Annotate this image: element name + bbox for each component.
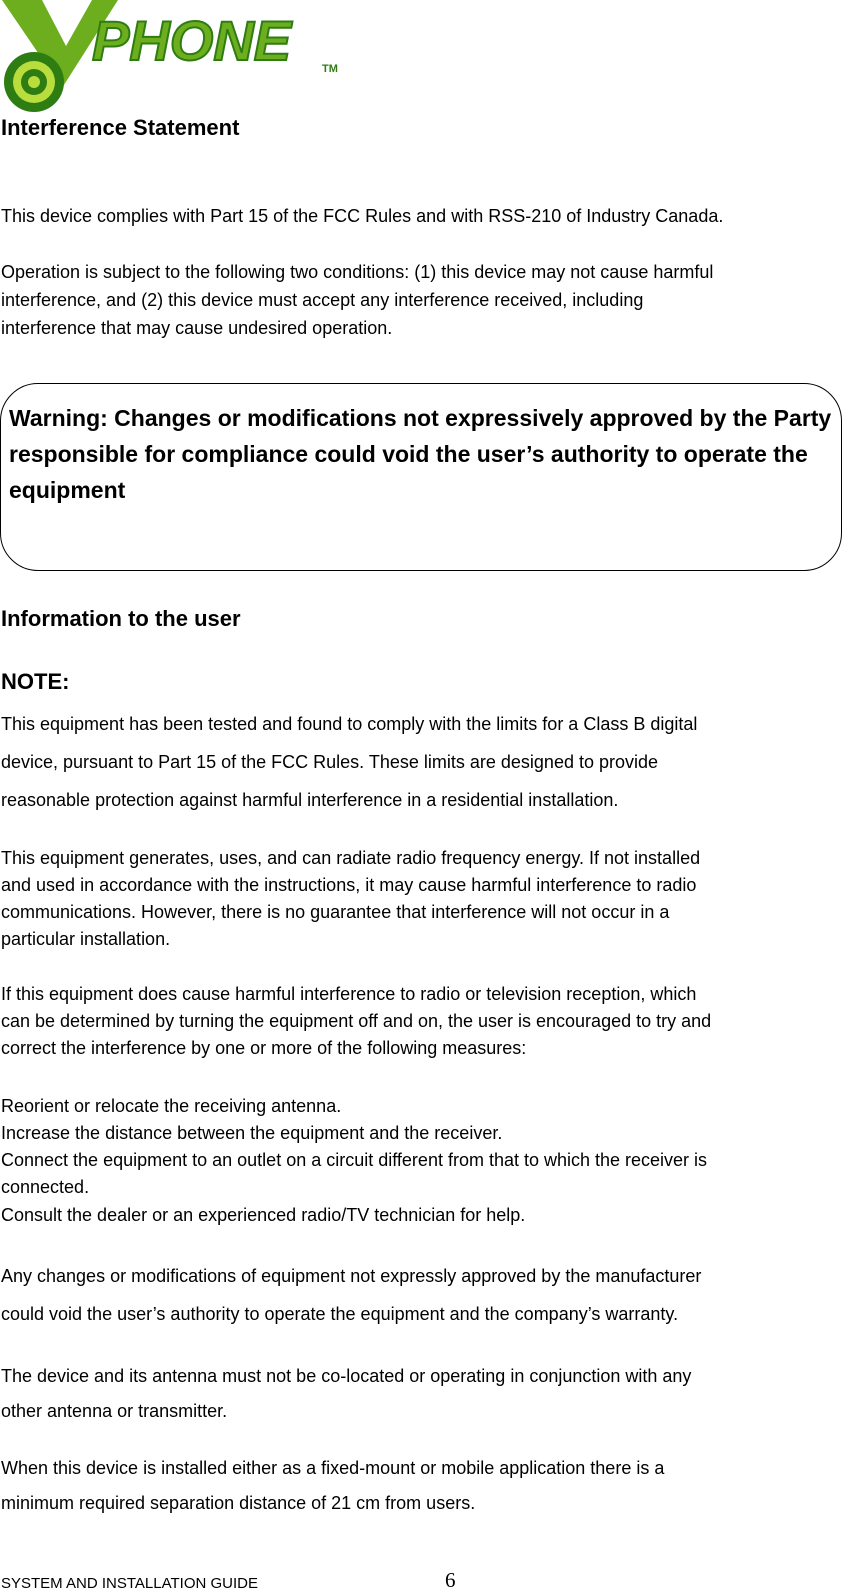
logo-wordmark: PHONE [92, 9, 292, 72]
measure-connect-outlet-cont: connected. [1, 1177, 90, 1197]
paragraph-operation-line-1: Operation is subject to the following two conditions: (1) this device may not cause harmful [1, 262, 714, 282]
footer-guide-title: SYSTEM AND INSTALLATION GUIDE [1, 1575, 258, 1592]
measure-consult-dealer: Consult the dealer or an experienced radio/TV technician for help. [1, 1205, 526, 1225]
changes-line-1: Any changes or modifications of equipment not expressly approved by the manufacturer [1, 1266, 702, 1286]
paragraph-operation-line-2: interference, and (2) this device must accept any interference received, including [1, 290, 644, 310]
note-line-1: This equipment has been tested and found to comply with the limits for a Class B digital [1, 714, 698, 734]
fixed-mount-line-1: When this device is installed either as a fixed-mount or mobile application there is a [1, 1458, 665, 1478]
ifcause-line-3: correct the interference by one or more of the following measures: [1, 1038, 527, 1058]
warning-text: Warning: Changes or modifications not expressively approved by the Party responsible for compliance could void the user’s authority to operate the equipment [9, 405, 832, 503]
measure-connect-outlet: Connect the equipment to an outlet on a circuit different from that to which the receiver is [1, 1150, 708, 1170]
paragraph-complies: This device complies with Part 15 of the FCC Rules and with RSS-210 of Industry Canada. [1, 206, 724, 226]
generates-line-1: This equipment generates, uses, and can radiate radio frequency energy. If not installed [1, 848, 701, 868]
page-number: 6 [445, 1568, 456, 1592]
antenna-line-1: The device and its antenna must not be co-located or operating in conjunction with any [1, 1366, 692, 1386]
logo-trademark: TM [322, 63, 338, 75]
changes-line-2: could void the user’s authority to operate the equipment and the company’s warranty. [1, 1304, 679, 1324]
heading-interference-statement: Interference Statement [1, 115, 240, 140]
note-line-3: reasonable protection against harmful interference in a residential installation. [1, 790, 619, 810]
measure-reorient: Reorient or relocate the receiving antenna. [1, 1096, 342, 1116]
generates-line-2: and used in accordance with the instructions, it may cause harmful interference to radio [1, 875, 697, 895]
generates-line-4: particular installation. [1, 929, 171, 949]
vphone-logo [0, 0, 362, 118]
generates-line-3: communications. However, there is no guarantee that interference will not occur in a [1, 902, 670, 922]
note-label: NOTE: [1, 669, 70, 694]
note-line-2: device, pursuant to Part 15 of the FCC Rules. These limits are designed to provide [1, 752, 659, 772]
ifcause-line-2: can be determined by turning the equipment off and on, the user is encouraged to try and [1, 1011, 712, 1031]
measure-increase-distance: Increase the distance between the equipment and the receiver. [1, 1123, 503, 1143]
antenna-line-2: other antenna or transmitter. [1, 1401, 228, 1421]
paragraph-operation-line-3: interference that may cause undesired operation. [1, 318, 393, 338]
heading-information-to-user: Information to the user [1, 606, 241, 631]
fixed-mount-line-2: minimum required separation distance of 21 cm from users. [1, 1493, 476, 1513]
ifcause-line-1: If this equipment does cause harmful interference to radio or television reception, which [1, 984, 697, 1004]
